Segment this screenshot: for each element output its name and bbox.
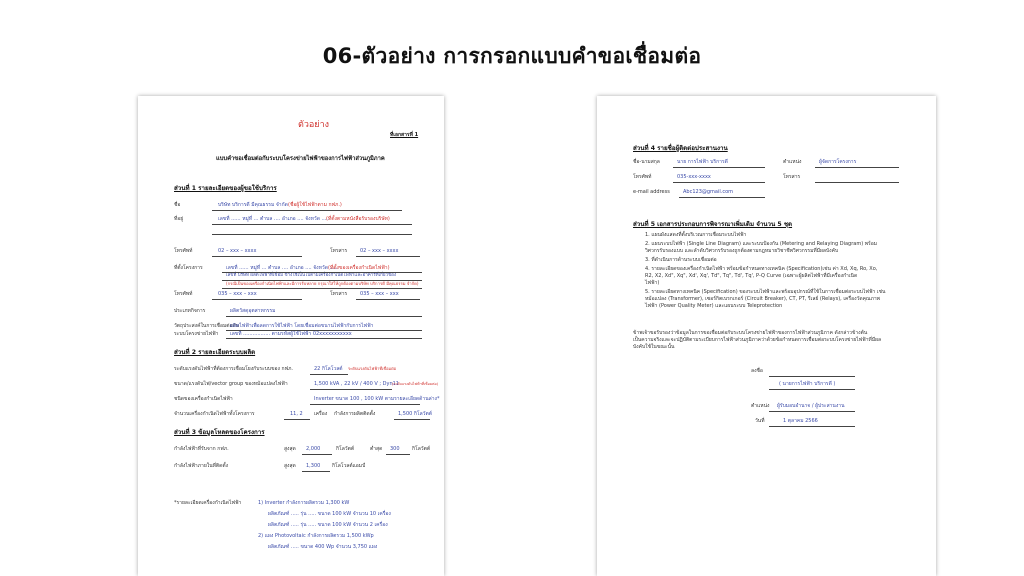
contact-tel-underline xyxy=(673,182,765,183)
generator-count-unit: เครื่อง xyxy=(314,411,328,417)
generator-type-label: ชนิดของเครื่องกำเนิดไฟฟ้า xyxy=(174,396,233,402)
doc-item: 4. รายละเอียดของเครื่องกำเนิดไฟฟ้า พร้อมข้อกำหนดทางเทคนิค (Specification)เช่น ค่า Xd, Xq, Ro, Xo, xyxy=(645,266,878,272)
voltage-underline xyxy=(310,374,348,375)
slide-title: 06-ตัวอย่าง การกรอกแบบคำขอเชื่อมต่อ xyxy=(322,44,702,68)
load-min-underline xyxy=(386,454,410,455)
detail-inverter-a: ผลิตภัณฑ์ ..... รุ่น ..... ขนาด 100 kW จำนวน 10 เครื่อง xyxy=(268,511,391,517)
section-4-heading: ส่วนที่ 4 รายชื่อผู้ติดต่อประสานงาน xyxy=(633,145,728,152)
generator-detail-heading: *รายละเอียดเครื่องกำเนิดไฟฟ้า xyxy=(174,500,242,506)
form-page-right xyxy=(597,96,936,576)
declaration-line-2: เป็นความจริงและจะปฏิบัติตามระเบียบการไฟฟ้าส่วนภูมิภาคว่าด้วยข้อกำหนดการเชื่อมต่อระบบโครงข่ายไฟฟ้าที่มีผล xyxy=(633,337,882,343)
installed-max-value: 1,300 xyxy=(306,463,321,469)
detail-inverter: 1) Inverter กำลังการผลิตรวม 1,300 kW xyxy=(258,500,350,506)
transformer-label: ขนาด/แรงดันไฟ/vector group ของหม้อแปลงไฟฟ้า xyxy=(174,381,288,387)
doc-item: R2, X2, Xd", Xq", Xd', Xq', Td", Tq", Td', Tq', P-Q Curve (เฉพาะผู้ผลิตไฟฟ้าที่มีเครื่องกำเนิด xyxy=(645,273,858,279)
tel-label: โทรศัพท์ xyxy=(174,248,193,254)
fax-underline xyxy=(356,256,420,257)
contact-name-label: ชื่อ-นามสกุล xyxy=(633,159,660,165)
contact-position-label: ตำแหน่ง xyxy=(783,159,802,165)
doc-item: 5. รายละเอียดทางเทคนิค (Specification) ของระบบไฟฟ้าและพร้อมอุปกรณ์ที่ใช้ในการเชื่อมต่อระบบไฟฟ้า เช่น xyxy=(645,289,886,295)
section-1-heading: ส่วนที่ 1 รายละเอียดของผู้ขอใช้บริการ xyxy=(174,185,277,192)
contact-position-underline xyxy=(815,167,899,168)
load-min-value: 300 xyxy=(390,446,400,452)
contact-email-underline xyxy=(679,197,765,198)
business-underline xyxy=(226,316,422,317)
installed-max-unit: กิโลโวลต์แอมป์ xyxy=(332,463,366,469)
generator-type-value: Inverter ขนาด 100 , 100 kW ตามรายละเอียดด้านล่าง* xyxy=(314,396,440,402)
signer-position-value: ผู้รับมอบอำนาจ / ผู้ประสานงาน xyxy=(777,403,845,409)
tel-value: 02 – xxx – xxxx xyxy=(218,248,257,254)
section-5-heading: ส่วนที่ 5 เอกสารประกอบการพิจารณาเพิ่มเติม จำนวน 5 ชุด xyxy=(633,221,793,228)
doc-item: 1. แผนผังแสดงที่ตั้งบริเวณการเชื่อมระบบไฟฟ้า xyxy=(645,232,747,238)
doc-item: ไฟฟ้า) xyxy=(645,280,660,286)
fax-value: 02 – xxx – xxxx xyxy=(360,248,399,254)
section-3-heading: ส่วนที่ 3 ข้อมูลโหลดของโครงการ xyxy=(174,429,265,436)
tel2-value: 035 – xxx – xxx xyxy=(218,291,257,297)
installed-max-underline xyxy=(302,471,330,472)
contact-name-underline xyxy=(673,167,765,168)
generator-count-label: จำนวนเครื่องกำเนิดไฟฟ้าทั้งโครงการ xyxy=(174,411,255,417)
tel-underline xyxy=(212,256,302,257)
business-value: ผลิตวัสดุอุตสาหกรรม xyxy=(230,308,276,314)
contact-tel-value: 035-xxx-xxxx xyxy=(677,174,711,180)
capacity-label: กำลังการผลิตติดตั้ง xyxy=(334,411,376,417)
load-min-label: ต่ำสุด xyxy=(370,446,383,452)
capacity-value: 1,500 กิโลวัตต์ xyxy=(398,411,432,417)
name-note: (ชื่อผู้ใช้ไฟฟ้าตาม กฟภ.) xyxy=(288,202,342,208)
form-page-left xyxy=(138,96,444,576)
date-label: วันที่ xyxy=(755,418,765,424)
signature-line xyxy=(769,376,855,377)
contact-email-value: Abc123@gmail.com xyxy=(683,189,734,195)
address-label: ที่อยู่ xyxy=(174,216,184,222)
contact-name-value: นาย การไฟฟ้า บริการดี xyxy=(677,159,728,165)
doc-item: วิศวกรรับรองแบบ และลำดับวิศวกรรับรองถูกต้องตามกฎหมายวิชาชีพวิศวกรรมที่มีผลบังคับ xyxy=(645,248,839,254)
site-note-1: (ที่ตั้งของเครื่องกำเนิดไฟฟ้า) xyxy=(328,265,390,271)
contact-fax-label: โทรสาร xyxy=(783,174,801,180)
generator-count-value: 11, 2 xyxy=(290,411,303,417)
name-value: บริษัท บริการดี มีคุณธรรม จำกัด xyxy=(218,202,288,208)
contact-tel-label: โทรศัพท์ xyxy=(633,174,652,180)
load-max-underline xyxy=(302,454,332,455)
contact-email-label: e-mail address xyxy=(633,189,670,195)
signer-position-label: ตำแหน่ง xyxy=(751,403,770,409)
installed-max-label: สูงสุด xyxy=(284,463,296,469)
purpose-underline-2 xyxy=(226,338,422,339)
load-max-label: สูงสุด xyxy=(284,446,296,452)
detail-inverter-b: ผลิตภัณฑ์ ..... รุ่น ..... ขนาด 100 kW จำนวน 2 เครื่อง xyxy=(268,522,388,528)
site-underline-2 xyxy=(222,280,422,281)
doc-item: 3. ที่ดำเนินการด้านระบบเชื่อมต่อ xyxy=(645,257,717,263)
doc-item: ไฟฟ้า (Power Quality Meter) และแผนระบบ Teleprotection xyxy=(645,303,783,309)
signature-label: ลงชื่อ xyxy=(751,368,763,374)
doc-item: หม้อแปลง (Transformer), เซอร์กิตเบรกเกอร์ (Circuit Breaker), CT, PT, รีเลย์ (Relays), เครื่องวัดคุณภาพ xyxy=(645,296,880,302)
voltage-value: 22 กิโลโวลต์ xyxy=(314,366,343,372)
site-note-2: (กรณีเป็นของเครื่องกำเนิดไฟฟ้าและมีการรับหลาย กรุณาใส่ให้ถูกต้องตามบริษัท บริการดี มีคุณธรรม จำกัด) xyxy=(226,281,419,286)
fax2-label: โทรสาร xyxy=(330,291,348,297)
date-underline xyxy=(769,426,855,427)
address-value: เลขที่ ...... หมู่ที่ ... ตำบล .... อำเภอ .... จังหวัด ..... xyxy=(218,216,330,222)
transformer-note: (ระดับแรงดันไฟฟ้าที่เชื่อมต่อ) xyxy=(392,382,439,386)
detail-pv: 2) แผง Photovoltaic กำลังการผลิตรวม 1,500 kWp xyxy=(258,533,374,539)
signer-position-underline xyxy=(769,411,855,412)
fax-label: โทรสาร xyxy=(330,248,348,254)
declaration-line-3: บังคับใช้ในขณะนั้น xyxy=(633,344,675,350)
signature-name: ( นายการไฟฟ้า บริการดี ) xyxy=(779,381,836,387)
site-underline-1 xyxy=(222,272,422,273)
contact-fax-underline xyxy=(815,182,899,183)
fax2-underline xyxy=(356,299,420,300)
site-value-2: เลขที่ บริษัท ผลิตไฟฟ้าที่เชื่อม ข้างใช้เป็นไปตามเครื่องกำเนิดไฟฟ้าและอาคารที่เกี่ยวข้อง xyxy=(226,273,397,278)
address-underline-2 xyxy=(212,234,412,235)
site-value-1: เลขที่ ...... หมู่ที่ ... ตำบล .... อำเภอ .... จังหวัด ..... xyxy=(226,265,338,271)
address-underline xyxy=(212,224,412,225)
doc-item: 2. แผนระบบไฟฟ้า (Single Line Diagram) และระบบป้องกัน (Metering and Relaying Diagram) พร้อม xyxy=(645,241,878,247)
voltage-note: ระดับแรงดันไฟฟ้าที่เชื่อมต่อ xyxy=(348,366,397,371)
form-title: แบบคำขอเชื่อมต่อกับระบบโครงข่ายไฟฟ้าของการไฟฟ้าส่วนภูมิภาค xyxy=(216,156,385,162)
business-label: ประเภทกิจการ xyxy=(174,308,206,314)
tel2-underline xyxy=(212,299,302,300)
purpose-underline-1 xyxy=(226,330,422,331)
site-underline-3 xyxy=(222,288,422,289)
declaration-line-1: ข้าพเจ้าขอรับรองว่าข้อมูลในการขอเชื่อมต่อกับระบบโครงข่ายไฟฟ้าของการไฟฟ้าส่วนภูมิภาค ดังกล่าวข้างต้น xyxy=(633,330,868,336)
name-label: ชื่อ xyxy=(174,202,181,208)
load-max-unit: กิโลวัตต์ xyxy=(336,446,355,452)
generator-count-underline xyxy=(284,419,310,420)
section-2-heading: ส่วนที่ 2 รายละเอียดระบบผลิต xyxy=(174,349,256,356)
doc-number: ที่เอกสารที่ 1 xyxy=(390,132,419,138)
address-note: (ที่ตั้งตามหนังสือรับรองบริษัท) xyxy=(326,216,390,222)
load-received-label: กำลังไฟฟ้าที่รับจาก กฟภ. xyxy=(174,446,229,452)
capacity-underline xyxy=(394,419,430,420)
fax2-value: 035 – xxx – xxx xyxy=(360,291,399,297)
purpose-label: วัตถุประสงค์ในการเชื่อมต่อกับ xyxy=(174,323,239,329)
detail-pv-a: ผลิตภัณฑ์ ..... ขนาด 400 Wp จำนวน 3,750 แผง xyxy=(268,544,378,550)
load-max-value: 2,000 xyxy=(306,446,321,452)
purpose-label-2: ระบบโครงข่ายไฟฟ้า xyxy=(174,331,219,337)
installed-load-label: กำลังไฟฟ้าภายในที่ติดตั้ง xyxy=(174,463,229,469)
signature-name-underline xyxy=(769,389,855,390)
tel2-label: โทรศัพท์ xyxy=(174,291,193,297)
generator-type-underline xyxy=(310,404,420,405)
purpose-value-1: ผลิตไฟฟ้าเพื่อลดการใช้ไฟฟ้า โดยเชื่อมต่อขนานไฟฟ้ากับการไฟฟ้า xyxy=(230,323,374,329)
site-label: ที่ตั้งโครงการ xyxy=(174,265,203,271)
load-min-unit: กิโลวัตต์ xyxy=(412,446,431,452)
sample-label: ตัวอย่าง xyxy=(298,120,330,130)
voltage-label: ระดับแรงดันไฟฟ้าที่ต้องการเชื่อมโยงกับระบบของ กฟภ. xyxy=(174,366,293,372)
purpose-value-2: เลขที่ ................. ตามรหัสผู้ใช้ไฟฟ้า 02xxxxxxxxxxx xyxy=(230,331,352,337)
transformer-underline xyxy=(310,389,392,390)
name-underline xyxy=(212,210,402,211)
transformer-value: 1,500 kVA , 22 kV / 400 V ; Dyn11 xyxy=(314,381,399,387)
contact-position-value: ผู้จัดการโครงการ xyxy=(819,159,857,165)
date-value: 1 ตุลาคม 2566 xyxy=(783,418,818,424)
